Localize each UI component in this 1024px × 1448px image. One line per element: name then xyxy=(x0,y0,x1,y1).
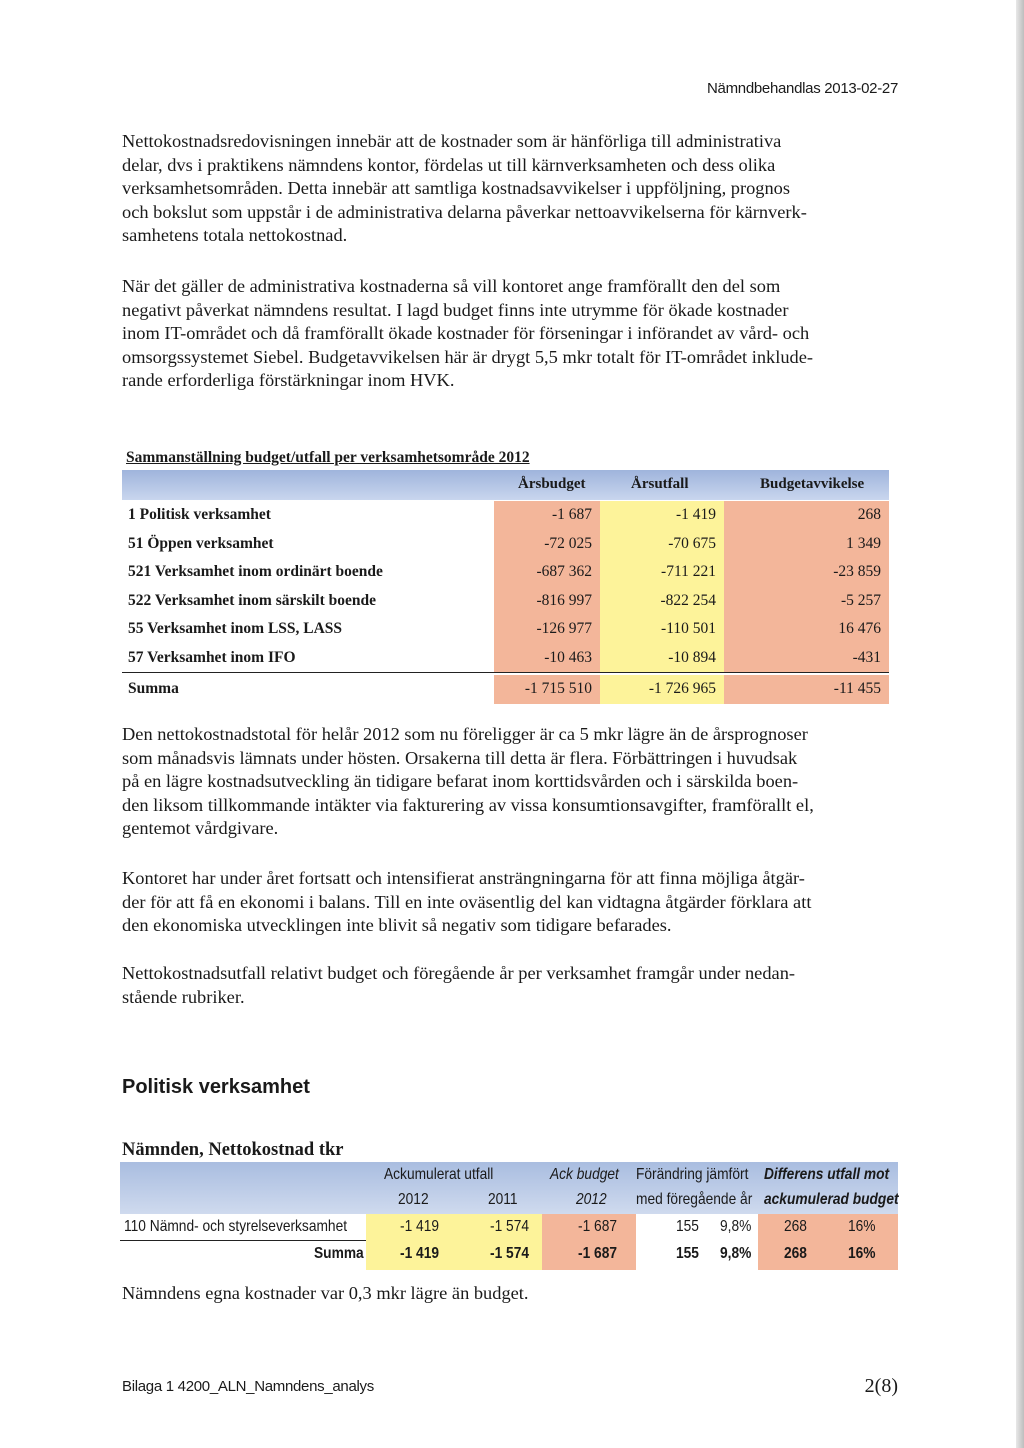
nettokostnad-table-title: Nämnden, Nettokostnad tkr xyxy=(122,1140,344,1160)
text-line: den ekonomiska utvecklingen inte blivit så negativ som tidigare befarades. xyxy=(122,915,672,935)
text-line: När det gäller de administrativa kostnaderna så vill kontoret ange framförallt den del som xyxy=(122,276,781,296)
paragraph-nettokostnadsutfall xyxy=(122,962,902,1009)
cell-arsutfall: -711 221 xyxy=(600,558,724,587)
text-line: på en lägre kostnadsutveckling än tidigare befarat inom korttidsvården och i särskilda boen- xyxy=(122,771,799,791)
cell-arsbudget: -10 463 xyxy=(494,644,600,673)
table-row xyxy=(122,558,889,587)
header-ack-budget: Ack budget xyxy=(550,1166,619,1183)
text-line: samhetens totala nettokostnad. xyxy=(122,225,348,245)
paragraph-administrativa-kostnader xyxy=(122,275,902,393)
text-line: stående rubriker. xyxy=(122,986,245,1007)
text-line: Nettokostnadsredovisningen innebär att de kostnader som är hänförliga till administrativa xyxy=(122,131,782,151)
table-row-summa xyxy=(122,675,889,704)
row-label: 1 Politisk verksamhet xyxy=(128,506,271,523)
cell-differens-pct: 16% xyxy=(848,1218,876,1235)
cell-utfall-2011: -1 574 xyxy=(490,1218,530,1235)
cell-budgetavvikelse: 268 xyxy=(724,501,889,530)
text-line: Den nettokostnadstotal för helår 2012 som nu föreligger är ca 5 mkr lägre än de årsprognoser xyxy=(122,724,808,744)
header-ack-utfall: Ackumulerat utfall xyxy=(384,1166,494,1183)
row-label: 522 Verksamhet inom särskilt boende xyxy=(128,591,377,609)
cell-differens: 268 xyxy=(784,1218,807,1235)
text-line: som månadsvis lämnats under hösten. Orsakerna till detta är flera. Förbättringen i huvudsak xyxy=(122,747,798,768)
text-line: Nettokostnadsutfall relativt budget och föregående år per verksamhet framgår under nedan- xyxy=(122,963,796,983)
summary-table-title: Sammanställning budget/utfall per verksamhetsområde 2012 xyxy=(126,449,530,466)
page-edge xyxy=(1016,0,1024,1448)
paragraph-namndens-kostnader xyxy=(122,1282,902,1306)
cell-budgetavvikelse: -5 257 xyxy=(724,587,889,616)
text-line: delar, dvs i praktikens nämndens kontor, fördelas ut till kärnverksamheten och dess olika xyxy=(122,154,776,175)
header-forandring: Förändring jämfört xyxy=(636,1166,749,1183)
section-heading: Politisk verksamhet xyxy=(122,1076,310,1098)
row-label: 51 Öppen verksamhet xyxy=(128,534,274,552)
row-label: 57 Verksamhet inom IFO xyxy=(128,648,296,666)
row-label: 521 Verksamhet inom ordinärt boende xyxy=(128,563,383,580)
cell-forandring-pct: 9,8% xyxy=(720,1245,752,1262)
row-label: 110 Nämnd- och styrelseverksamhet xyxy=(124,1218,348,1235)
cell-arsutfall: -10 894 xyxy=(600,644,724,673)
text-line: Kontoret har under året fortsatt och intensifierat ansträngningarna för att finna möjliga åtgär- xyxy=(122,868,805,888)
text-line: den liksom tillkommande intäkter via fakturering av vissa konsumtionsavgifter, framförallt el, xyxy=(122,794,814,815)
table-row xyxy=(122,644,889,673)
cell-arsbudget: -1 715 510 xyxy=(494,675,600,704)
cell-arsbudget: -687 362 xyxy=(494,558,600,587)
row-label: Summa xyxy=(128,680,179,697)
paragraph-nettokostnadsredovisning xyxy=(122,130,902,248)
text-line: och bokslut som uppstår i de administrativa delarna påverkar nettoavvikelserna för kärnverk- xyxy=(122,201,807,222)
header-differens-2: ackumulerad budget xyxy=(764,1191,899,1208)
row-label-summa: Summa xyxy=(314,1245,364,1262)
cell-forandring: 155 xyxy=(676,1245,699,1262)
text-line: inom IT-området och då framförallt ökade kostnader för förseningar i införandet av vård- och xyxy=(122,323,810,343)
table-row xyxy=(122,615,889,644)
cell-budgetavvikelse: 16 476 xyxy=(724,615,889,644)
cell-budgetavvikelse: -431 xyxy=(724,644,889,673)
header-forandring-2: med föregående år xyxy=(636,1191,753,1208)
paragraph-atgarder xyxy=(122,867,902,938)
paragraph-nettokostnadstotal xyxy=(122,723,902,841)
cell-forandring: 155 xyxy=(676,1218,699,1235)
differens-cells-bg xyxy=(758,1214,898,1270)
cell-arsbudget: -126 977 xyxy=(494,615,600,644)
cell-arsutfall: -822 254 xyxy=(600,587,724,616)
row-divider xyxy=(120,1240,366,1241)
text-line: verksamhetsområden. Detta innebär att samtliga kostnadsavvikelser i uppföljning, prognos xyxy=(122,178,791,198)
text-line: omsorgssystemet Siebel. Budgetavvikelsen här är drygt 5,5 mkr totalt för IT-området inklude- xyxy=(122,346,814,367)
footer-filename: Bilaga 1 4200_ALN_Namndens_analys xyxy=(122,1378,374,1395)
text-line: negativt påverkat nämndens resultat. I lagd budget finns inte utrymme för ökade kostnader xyxy=(122,299,789,320)
cell-arsbudget: -1 687 xyxy=(494,501,600,530)
header-arsbudget: Årsbudget xyxy=(518,476,586,492)
header-budgetavvikelse: Budgetavvikelse xyxy=(760,476,865,492)
table-row xyxy=(122,587,889,616)
header-2011: 2011 xyxy=(488,1191,518,1208)
header-ack-budget-year: 2012 xyxy=(576,1191,607,1208)
cell-arsutfall: -1 419 xyxy=(600,501,724,530)
cell-arsutfall: -70 675 xyxy=(600,530,724,559)
cell-arsbudget: -816 997 xyxy=(494,587,600,616)
cell-arsutfall: -1 726 965 xyxy=(600,675,724,704)
cell-arsbudget: -72 025 xyxy=(494,530,600,559)
table-row xyxy=(122,501,889,530)
cell-differens-pct: 16% xyxy=(848,1245,876,1262)
header-arsutfall: Årsutfall xyxy=(631,476,689,492)
table-row xyxy=(122,530,889,559)
text-line: Nämndens egna kostnader var 0,3 mkr lägre än budget. xyxy=(122,1283,529,1303)
page-number: 2(8) xyxy=(864,1375,898,1397)
cell-budget-2012: -1 687 xyxy=(578,1218,618,1235)
header-2012: 2012 xyxy=(398,1191,429,1208)
header-differens: Differens utfall mot xyxy=(764,1166,890,1183)
nettokostnad-table xyxy=(120,1162,898,1270)
cell-budgetavvikelse: -23 859 xyxy=(724,558,889,587)
header-stamp: Nämndbehandlas 2013-02-27 xyxy=(707,80,898,97)
cell-budgetavvikelse: 1 349 xyxy=(724,530,889,559)
cell-budget-2012: -1 687 xyxy=(578,1245,618,1262)
cell-arsutfall: -110 501 xyxy=(600,615,724,644)
cell-utfall-2011: -1 574 xyxy=(490,1245,530,1262)
summa-divider xyxy=(122,672,889,673)
cell-forandring-pct: 9,8% xyxy=(720,1218,752,1235)
text-line: gentemot vårdgivare. xyxy=(122,818,279,838)
cell-utfall-2012: -1 419 xyxy=(400,1245,440,1262)
text-line: rande erforderliga förstärkningar inom HVK. xyxy=(122,370,455,390)
row-label: 55 Verksamhet inom LSS, LASS xyxy=(128,620,343,637)
cell-budgetavvikelse: -11 455 xyxy=(724,675,889,704)
cell-utfall-2012: -1 419 xyxy=(400,1218,440,1235)
cell-differens: 268 xyxy=(784,1245,807,1262)
text-line: der för att få en ekonomi i balans. Till en inte oväsentlig del kan vidtagna åtgärder förklara att xyxy=(122,891,812,912)
